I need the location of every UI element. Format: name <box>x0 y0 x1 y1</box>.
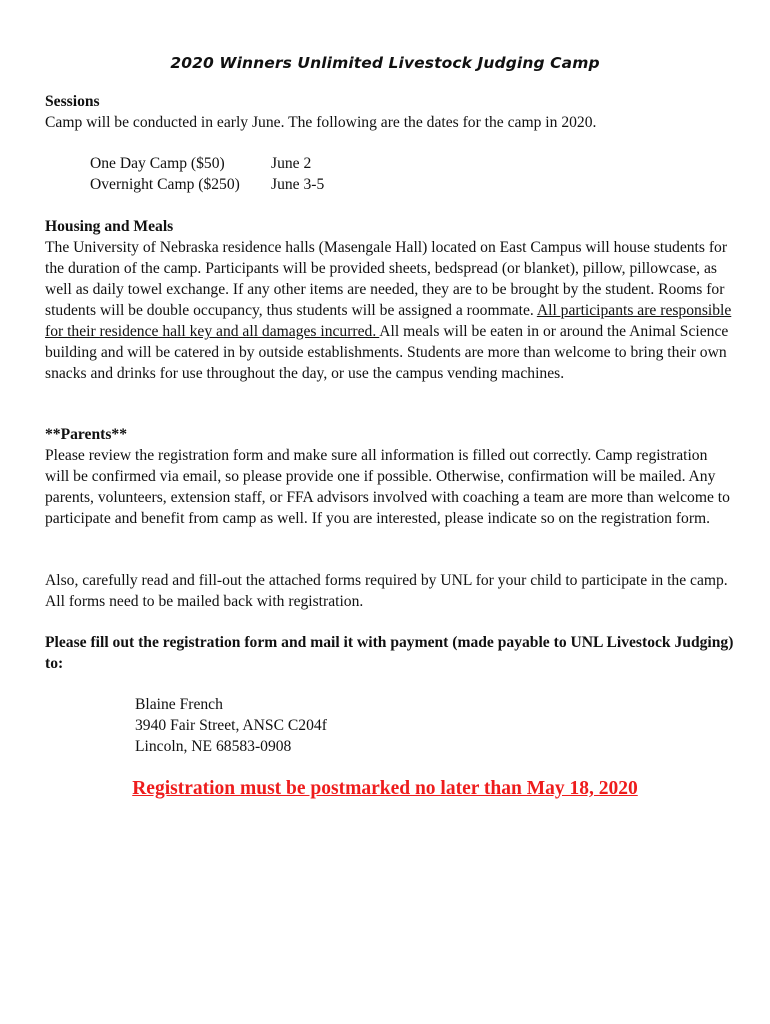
parents-text: Please review the registration form and make sure all information is filled out correctly. Camp registration will be confirmed via email, so please provide one if possible. Otherwise, confirmation will be mailed. Any parents, volunteers, extension staff, or FFA advisors involved with coaching a team are more than welcome to participate and benefit from camp as well. If you are interested, please indicate so on the registration form. <box>45 447 730 527</box>
parents-section <box>45 424 735 529</box>
sessions-intro: Camp will be conducted in early June. The following are the dates for the camp in 2020. <box>45 114 597 131</box>
housing-section <box>45 216 735 384</box>
mail-instruction: Please fill out the registration form and mail it with payment (made payable to UNL Livestock Judging) to: <box>45 634 734 672</box>
sessions-section <box>45 91 735 133</box>
registration-deadline: Registration must be postmarked no later than May 18, 2020 <box>132 778 638 799</box>
session-row <box>90 174 324 195</box>
session-name: Overnight Camp ($250) <box>90 176 240 193</box>
address-name: Blaine French <box>135 696 223 713</box>
forms-text: Also, carefully read and fill-out the attached forms required by UNL for your child to participate in the camp. All forms need to be mailed back with registration. <box>45 572 728 610</box>
housing-underlined-notice: All participants are responsible for their residence hall key and all damages incurred. <box>45 302 732 340</box>
sessions-table <box>90 153 324 195</box>
parents-heading: **Parents** <box>45 426 128 443</box>
session-date: June 2 <box>271 155 312 172</box>
session-date: June 3-5 <box>271 176 325 193</box>
housing-text-before: The University of Nebraska residence halls (Masengale Hall) located on East Campus will house students for the duration of the camp. Participants will be provided sheets, bedspread (or blanket), pillow, pillowcase, as well as daily towel exchange. If any other items are needed, they are to be brought by the student. Rooms for students will be double occupancy, thus students will be assigned a roommate. <box>45 239 728 319</box>
mailing-address <box>135 694 327 757</box>
address-city: Lincoln, NE 68583-0908 <box>135 738 292 755</box>
session-row <box>90 153 324 174</box>
housing-heading: Housing and Meals <box>45 218 174 235</box>
forms-section <box>45 570 735 612</box>
housing-text <box>45 237 735 384</box>
session-name: One Day Camp ($50) <box>90 155 225 172</box>
mail-section <box>45 632 735 674</box>
sessions-heading: Sessions <box>45 93 100 110</box>
address-street: 3940 Fair Street, ANSC C204f <box>135 717 327 734</box>
housing-text-after: All meals will be eaten in or around the Animal Science building and will be catered in by outside establishments. Students are more than welcome to bring their own snacks and drinks for use throughout the day, or use the campus vending machines. <box>45 323 729 382</box>
document-title: 2020 Winners Unlimited Livestock Judging Camp <box>170 54 600 72</box>
